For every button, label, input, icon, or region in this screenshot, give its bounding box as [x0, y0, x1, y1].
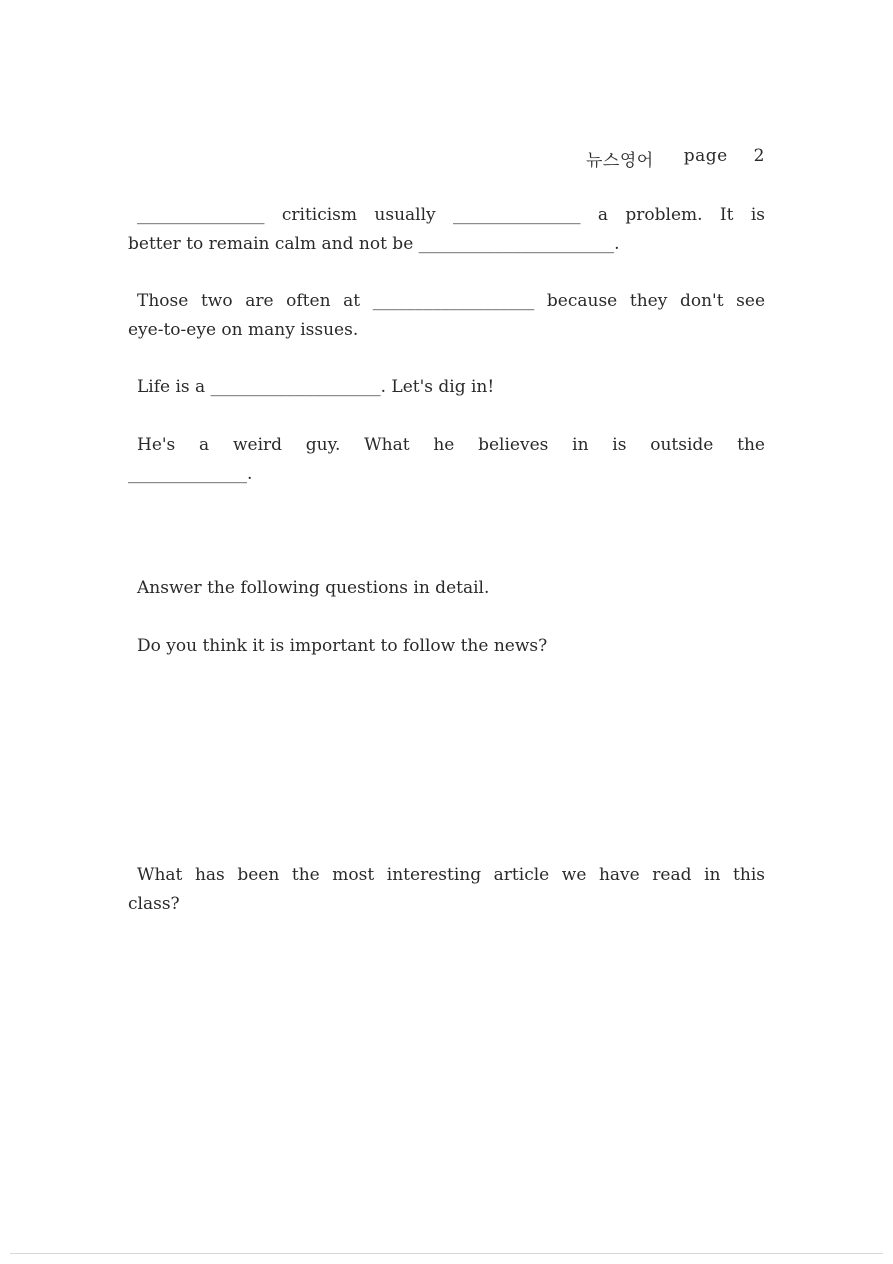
- blank-field: ____________________: [210, 377, 381, 397]
- page-header: [586, 146, 765, 171]
- exercise-3: [128, 373, 765, 402]
- instruction: [128, 574, 765, 603]
- header-title: 뉴스영어: [586, 151, 654, 171]
- exercise-2-line-1: [128, 287, 765, 316]
- exercise-1: [128, 201, 765, 259]
- scan-bottom-edge: [10, 1253, 883, 1254]
- exercise-text: . Let's dig in!: [380, 377, 495, 397]
- question-2-text-cont: class?: [128, 894, 180, 914]
- exercise-1-line-2: [128, 230, 765, 259]
- header-page-label: page: [683, 146, 728, 166]
- exercise-1-line-1: [128, 201, 765, 230]
- exercise-4-line-2: [128, 460, 765, 489]
- exercise-text: a problem. It is: [597, 205, 765, 225]
- blank-field: _______________: [137, 205, 265, 225]
- question-2-text: What has been the most interesting article we have read in this: [137, 865, 765, 885]
- blank-field: _______________: [453, 205, 581, 225]
- exercise-text: eye-to-eye on many issues.: [128, 320, 359, 340]
- exercise-text: criticism usually: [281, 205, 436, 225]
- exercise-text: Those two are often at: [137, 291, 361, 311]
- question-2: [128, 861, 765, 919]
- exercise-text: better to remain calm and not be: [128, 234, 414, 254]
- exercise-2: [128, 287, 765, 345]
- question-1: [128, 632, 765, 661]
- exercise-text: Life is a: [137, 377, 206, 397]
- header-page-number: 2: [753, 146, 765, 166]
- exercise-text: .: [247, 464, 253, 484]
- exercise-4: [128, 431, 765, 489]
- question-1-text: Do you think it is important to follow the news?: [137, 636, 548, 656]
- blank-field: _______________________: [418, 234, 615, 254]
- exercise-text: .: [614, 234, 620, 254]
- exercise-text: because they don't see: [546, 291, 766, 311]
- instruction-text: Answer the following questions in detail.: [137, 578, 490, 598]
- exercise-3-line-1: [128, 373, 765, 402]
- blank-field: ______________: [128, 464, 247, 484]
- exercise-text: He's a weird guy. What he believes in is outside the: [137, 435, 765, 455]
- blank-field: ___________________: [372, 291, 535, 311]
